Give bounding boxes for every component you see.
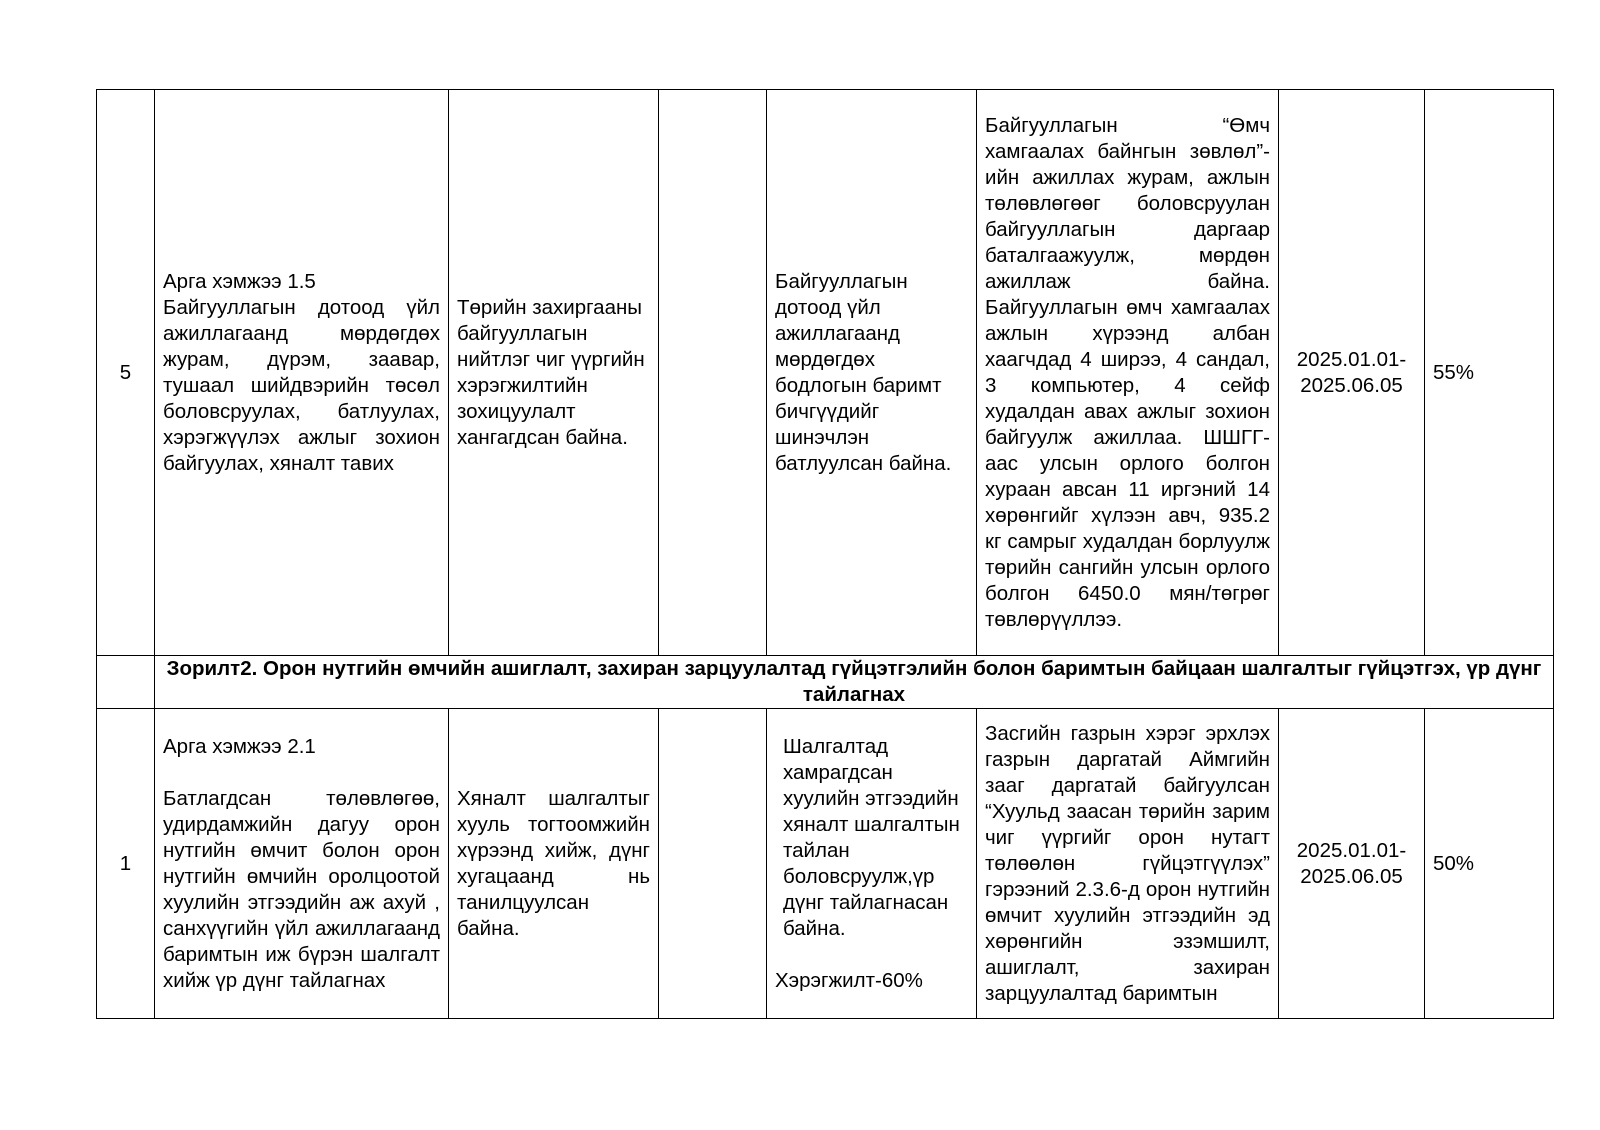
indicator-cell: Байгууллагын дотоод үйл ажиллагаанд мөрдөгдөх бодлогын баримт бичгүүдийг шинэчлэн батлуулсан байна. (767, 90, 977, 656)
indicator-cell (767, 709, 977, 1019)
result-cell: Төрийн захиргааны байгууллагын нийтлэг чиг үүргийн хэрэгжилтийн зохицуулалт хангагдсан байна. (449, 90, 659, 656)
row-number: 1 (97, 709, 155, 1019)
date-cell: 2025.01.01- 2025.06.05 (1279, 709, 1425, 1019)
measure-cell: Арга хэмжээ 1.5 Байгууллагын дотоод үйл ажиллагаанд мөрдөгдөх журам, дүрэм, заавар, тушаал шийдвэрийн төсөл боловсруулах, батлуулах, хэрэгжүүлэх ажлыг зохион байгуулах, хяналт тавих (155, 90, 449, 656)
percent-cell: 50% (1425, 709, 1554, 1019)
measure-body: Батлагдсан төлөвлөгөө, удирдамжийн дагуу орон нутгийн өмчит болон орон нутгийн өмчийн оролцоотой хуулийн этгээдийн аж ахуй , санхүүгийн үйл ажиллагаанд баримтын иж бүрэн шалгалт хийж үр дүнг тайлагнах (163, 786, 440, 992)
goal-row (97, 656, 1554, 709)
indicator-extra: Хэрэгжилт-60% (775, 968, 923, 992)
goal-empty-cell (97, 656, 155, 709)
empty-cell (659, 709, 767, 1019)
goal-heading: Зорилт2. Орон нутгийн өмчийн ашиглалт, захиран зарцуулалтад гүйцэтгэлийн болон баримтын байцаан шалгалтыг гүйцэтгэх, үр дүнг тайлагнах (155, 656, 1554, 709)
measure-cell (155, 709, 449, 1019)
table-row (97, 709, 1554, 1019)
progress-cell: Байгууллагын “Өмч хамгаалах байнгын зөвлөл”-ийн ажиллах журам, ажлын төлөвлөгөөг боловсруулан байгууллагын даргаар баталгаажуулж, мөрдөн ажиллаж байна. Байгууллагын өмч хамгаалах ажлын хүрээнд албан хаагчдад 4 ширээ, 4 сандал, 3 компьютер, 4 сейф худалдан авах ажлыг зохион байгуулж ажиллаа. ШШГГ-аас улсын орлого болгон хураан авсан 11 иргэний 14 хөрөнгийг хүлээн авч, 935.2 кг самрыг худалдан борлуулж төрийн сангийн улсын орлого болгон 6450.0 мян/төгрөг төвлөрүүллээ. (977, 90, 1279, 656)
percent-cell: 55% (1425, 90, 1554, 656)
indicator-text: Шалгалтад хамрагдсан хуулийн этгээдийн хяналт шалгалтын тайлан боловсруулж,үр дүнг тайлагнасан байна. (783, 734, 960, 940)
date-cell: 2025.01.01- 2025.06.05 (1279, 90, 1425, 656)
row-number: 5 (97, 90, 155, 656)
result-cell: Хяналт шалгалтыг хууль тогтоомжийн хүрээнд хийж, дүнг хугацаанд нь танилцуулсан байна. (449, 709, 659, 1019)
empty-cell (659, 90, 767, 656)
table-row (97, 90, 1554, 656)
progress-cell: Засгийн газрын хэрэг эрхлэх газрын даргатай Аймгийн зааг даргатай байгуулсан “Хуульд заасан төрийн зарим чиг үүргийг орон нутагт төлөөлөн гүйцэтгүүлэх” гэрээний 2.3.6-д орон нутгийн өмчит хуулийн этгээдийн эд хөрөнгийн эзэмшилт, ашиглалт, захиран зарцуулалтад баримтын (977, 709, 1279, 1019)
measure-title: Арга хэмжээ 2.1 (163, 734, 316, 758)
action-plan-table (96, 89, 1554, 1019)
